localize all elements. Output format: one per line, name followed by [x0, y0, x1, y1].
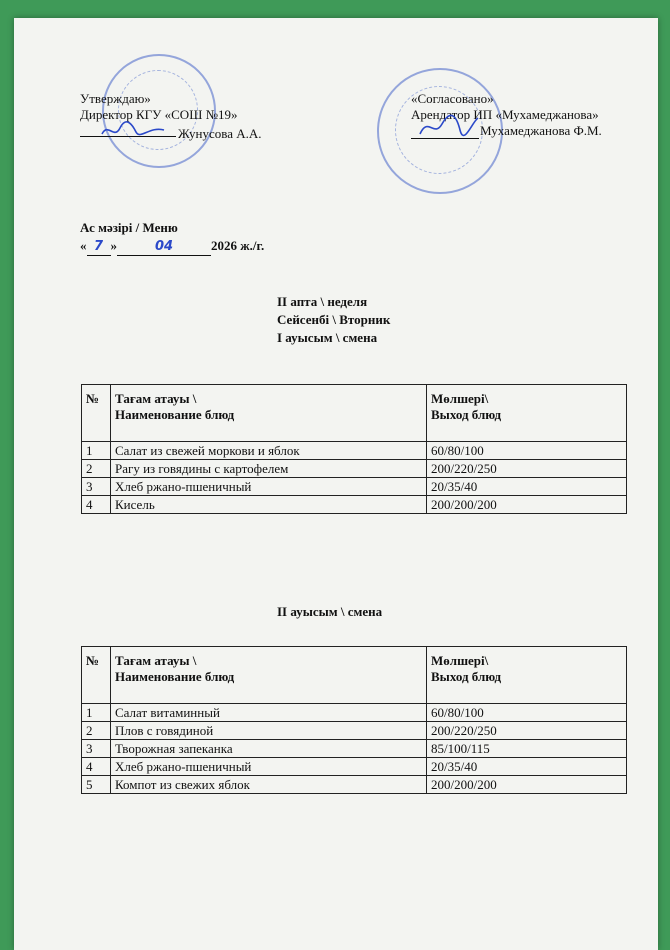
approval-right-line2: Арендатор ИП «Мухамеджанова»: [411, 107, 599, 122]
date-year: 2026 ж./г.: [211, 238, 265, 253]
table-row: 2 Плов с говядиной 200/220/250: [82, 722, 627, 740]
approval-right-line3: Мухамеджанова Ф.М.: [480, 123, 602, 138]
signature-right: [416, 112, 482, 142]
table-row: 4 Хлеб ржано-пшеничный 20/35/40: [82, 758, 627, 776]
shift2-title: II ауысым \ смена: [277, 604, 383, 619]
menu-date: « 7 » 04 2026 ж./г.: [80, 238, 265, 254]
shift2-table: [81, 646, 627, 794]
table-row: 4 Кисель 200/200/200: [82, 496, 627, 514]
header-num: №: [82, 385, 111, 442]
date-day: 7: [87, 239, 111, 256]
menu-title: Ас мәзірі / Меню: [80, 220, 178, 235]
date-month: 04: [117, 239, 211, 256]
shift1-table: [81, 384, 627, 514]
table-row: 1 Салат из свежей моркови и яблок 60/80/100: [82, 442, 627, 460]
approval-left-line1: Утверждаю»: [80, 91, 151, 106]
day-line: Сейсенбі \ Вторник: [277, 312, 391, 327]
table-row: 2 Рагу из говядины с картофелем 200/220/250: [82, 460, 627, 478]
table-row: 3 Творожная запеканка 85/100/115: [82, 740, 627, 758]
header-output: Мөлшері\ Выход блюд: [427, 385, 627, 442]
header-name: Тағам атауы \ Наименование блюд: [111, 385, 427, 442]
header-output: Мөлшері\ Выход блюд: [427, 647, 627, 704]
header-name: Тағам атауы \ Наименование блюд: [111, 647, 427, 704]
shift1-title: I ауысым \ смена: [277, 330, 378, 345]
table-header-row: [82, 647, 627, 704]
table-row: 1 Салат витаминный 60/80/100: [82, 704, 627, 722]
table-header-row: [82, 385, 627, 442]
table-row: 5 Компот из свежих яблок 200/200/200: [82, 776, 627, 794]
document-page: [14, 18, 658, 950]
header-num: №: [82, 647, 111, 704]
approval-left-line3: Жунусова А.А.: [178, 126, 262, 141]
approval-right-line1: «Согласовано»: [411, 91, 494, 106]
signature-left: [98, 118, 168, 142]
approval-left-line2: Директор КГУ «СОШ №19»: [80, 107, 238, 122]
week-line: II апта \ неделя: [277, 294, 368, 309]
table-row: 3 Хлеб ржано-пшеничный 20/35/40: [82, 478, 627, 496]
